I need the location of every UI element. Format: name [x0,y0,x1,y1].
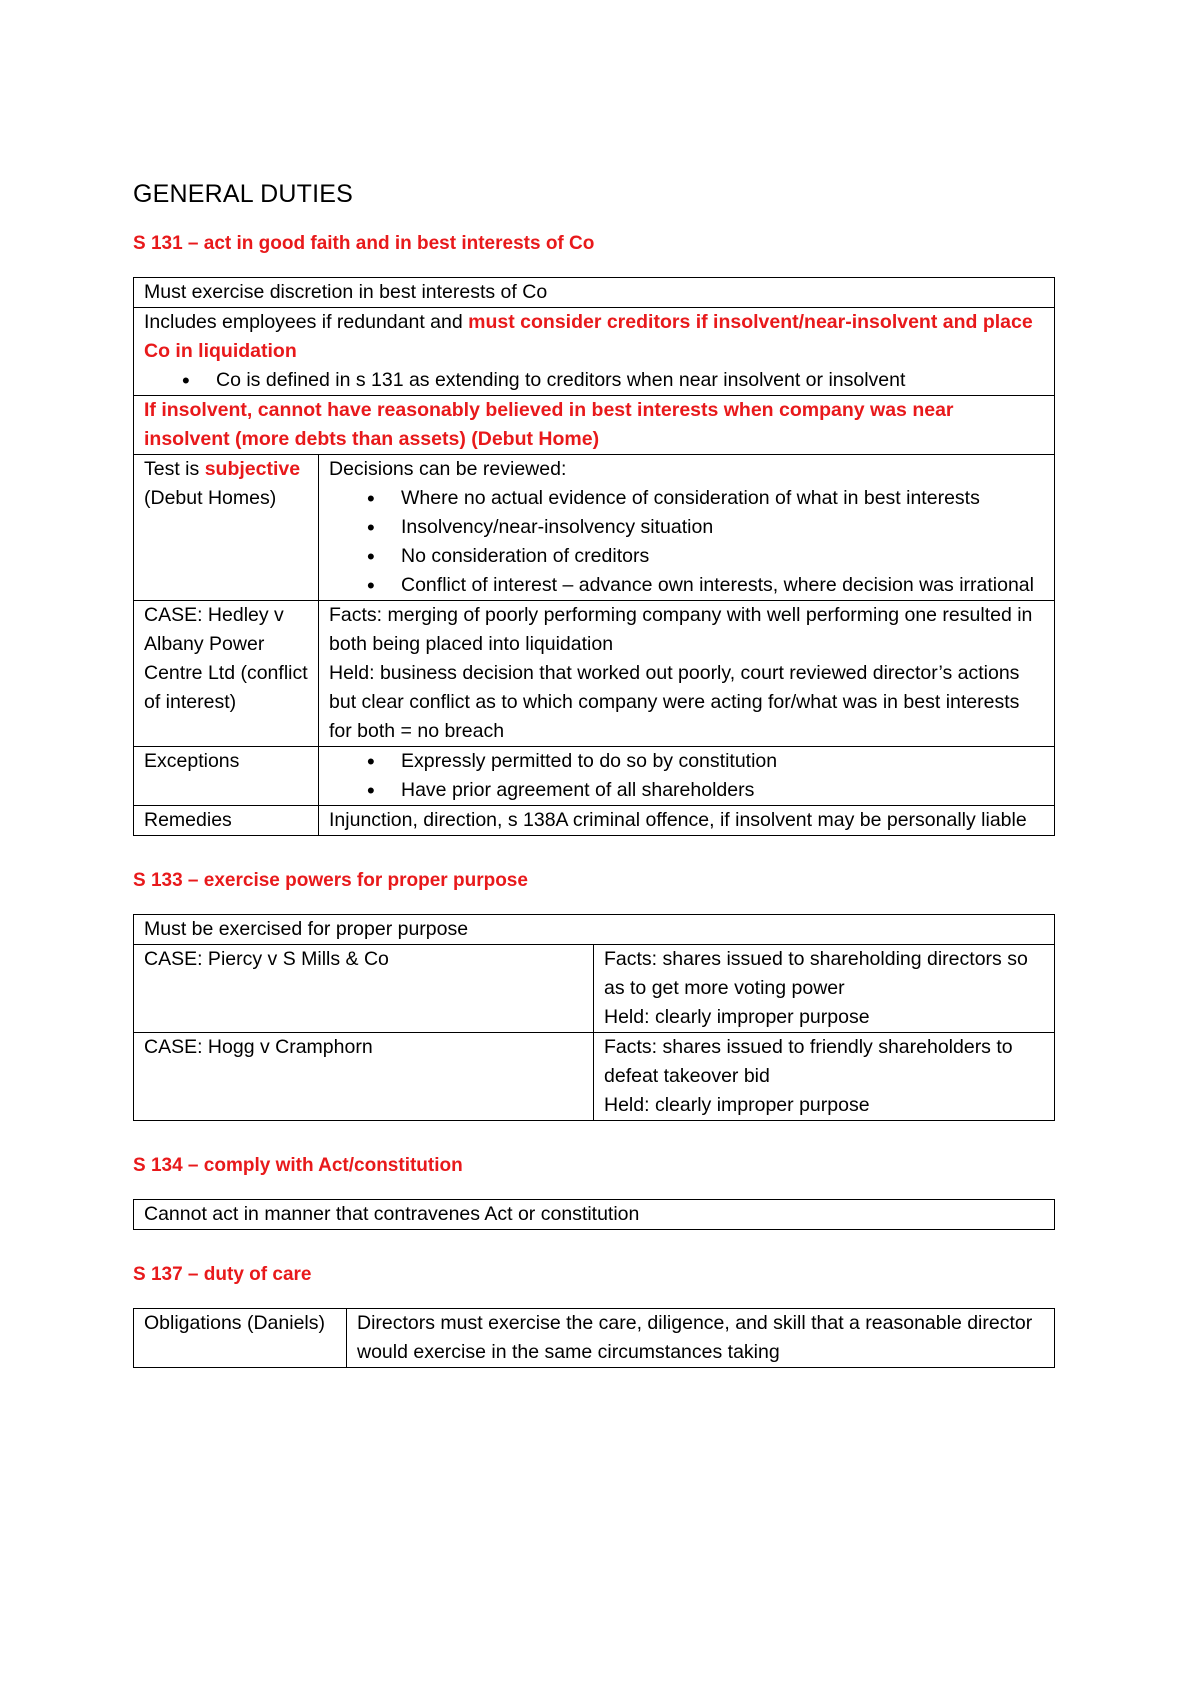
table-cell [319,747,1055,806]
table-cell: Must exercise discretion in best interests of Co [134,278,1055,308]
table-s131 [133,277,1055,836]
table-row [134,1309,1055,1368]
case-facts: Facts: shares issued to friendly shareholders to defeat takeover bid [604,1036,1013,1087]
table-cell: Cannot act in manner that contravenes Act or constitution [134,1200,1055,1230]
cell-text: (Debut Homes) [144,487,277,509]
table-cell: Injunction, direction, s 138A criminal offence, if insolvent may be personally liable [319,806,1055,836]
table-cell [134,455,319,601]
table-s134 [133,1199,1055,1230]
table-cell [319,455,1055,601]
section-heading-s133: S 133 – exercise powers for proper purpose [133,870,528,891]
cell-text: Decisions can be reviewed: [329,458,567,480]
table-cell [134,308,1055,396]
bullet-list [329,747,1044,805]
table-row [134,308,1055,396]
table-row [134,747,1055,806]
table-row [134,455,1055,601]
section-heading-s134: S 134 – comply with Act/constitution [133,1155,463,1176]
table-row [134,1200,1055,1230]
table-cell: CASE: Piercy v S Mills & Co [134,945,594,1033]
table-row [134,601,1055,747]
table-cell: CASE: Hogg v Cramphorn [134,1033,594,1121]
table-cell: Obligations (Daniels) [134,1309,347,1368]
table-cell: Remedies [134,806,319,836]
cell-text: Test is [144,458,205,480]
document-page [133,180,1055,1368]
table-cell [594,1033,1055,1121]
section-heading-s131: S 131 – act in good faith and in best interests of Co [133,233,595,254]
table-cell: If insolvent, cannot have reasonably believed in best interests when company was near insolvent (more debts than assets) (Debut Home) [134,396,1055,455]
list-item: • Conflict of interest – advance own interests, where decision was irrational [329,571,1044,600]
case-facts: Facts: merging of poorly performing company with well performing one resulted in both being placed into liquidation [329,604,1033,655]
table-cell: Must be exercised for proper purpose [134,915,1055,945]
table-row [134,806,1055,836]
table-cell: Exceptions [134,747,319,806]
highlighted-text: must consider creditors if insolvent/near-insolvent and place Co in liquidation [144,311,1033,362]
table-row [134,1033,1055,1121]
table-cell [319,601,1055,747]
table-s133 [133,914,1055,1121]
list-item: • Insolvency/near-insolvency situation [329,513,1044,542]
bullet-list [329,484,1044,600]
table-row [134,945,1055,1033]
page-title: GENERAL DUTIES [133,180,353,208]
cell-text: Includes employees if redundant and [144,311,469,333]
list-item: • No consideration of creditors [329,542,1044,571]
highlighted-text: subjective [204,458,301,480]
list-item: • Expressly permitted to do so by constitution [329,747,1044,776]
table-row [134,915,1055,945]
list-item: • Have prior agreement of all shareholders [329,776,1044,805]
bullet-list [144,366,1044,395]
table-row [134,396,1055,455]
table-row [134,278,1055,308]
case-held: Held: business decision that worked out poorly, court reviewed director’s actions but clear conflict as to which company were acting for/what was in best interests for both = no breach [329,662,1020,742]
case-held: Held: clearly improper purpose [604,1094,870,1116]
table-cell [594,945,1055,1033]
list-item: • Co is defined in s 131 as extending to creditors when near insolvent or insolvent [144,366,1044,395]
list-item: • Where no actual evidence of consideration of what in best interests [329,484,1044,513]
table-cell: CASE: Hedley v Albany Power Centre Ltd (conflict of interest) [134,601,319,747]
case-held: Held: clearly improper purpose [604,1006,870,1028]
table-cell: Directors must exercise the care, diligence, and skill that a reasonable director would exercise in the same circumstances taking [347,1309,1055,1368]
section-heading-s137: S 137 – duty of care [133,1264,312,1285]
case-facts: Facts: shares issued to shareholding directors so as to get more voting power [604,948,1028,999]
table-s137 [133,1308,1055,1368]
